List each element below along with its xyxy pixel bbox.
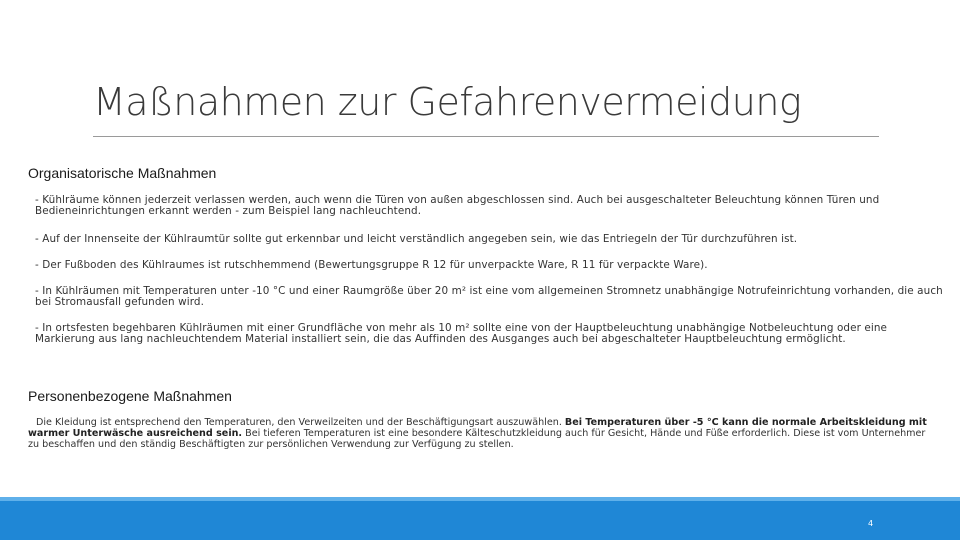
- paragraph-door-unlock: - Auf der Innenseite der Kühlraumtür sollte gut erkennbar und leicht verständlich angegeben sein, wie das Entriegeln der Tür durchzuführen ist.: [35, 233, 798, 245]
- paragraph-emergency-call: - In Kühlräumen mit Temperaturen unter -10 °C und einer Raumgröße über 20 m² ist eine vom allgemeinen Stromnetz unabhängige Notrufeinrichtung vorhanden, die auch bei Stromausfall gefunden wird.: [35, 285, 943, 308]
- section-heading-organisational: Organisatorische Maßnahmen: [28, 165, 217, 181]
- slide-title: Maßnahmen zur Gefahrenvermeidung: [93, 80, 802, 124]
- section-heading-personal: Personenbezogene Maßnahmen: [28, 388, 232, 404]
- footer-highlight-line: [0, 497, 960, 501]
- paragraph-clothing: [28, 417, 938, 450]
- footer-band: [0, 497, 960, 540]
- clothing-text-intro: Die Kleidung ist entsprechend den Temperaturen, den Verweilzeiten und der Beschäftigungsart auszuwählen.: [36, 417, 565, 428]
- clothing-text-rest: Bei tieferen Temperaturen ist eine besondere Kälteschutzkleidung auch für Gesicht, Hände und Füße erforderlich. Diese ist vom Unternehmer zu beschaffen und den ständig Beschäftigten zur persönlichen Verwendung zur Verfügung zu stellen.: [28, 428, 926, 450]
- title-underline: [93, 136, 879, 137]
- clothing-text-bold: Bei Temperaturen über -5 °C kann die normale Arbeitskleidung mit warmer Unterwäsche ausreichend sein.: [28, 417, 927, 439]
- paragraph-emergency-lighting: - In ortsfesten begehbaren Kühlräumen mit einer Grundfläche von mehr als 10 m² sollte eine von der Hauptbeleuchtung unabhängige Notbeleuchtung oder eine Markierung aus lang nachleuchtendem Material installiert sein, die das Auffinden des Ausganges auch bei abgeschalteter Hauptbeleuchtung ermöglicht.: [35, 322, 888, 345]
- paragraph-floor-slip: - Der Fußboden des Kühlraumes ist rutschhemmend (Bewertungsgruppe R 12 für unverpackte Ware, R 11 für verpackte Ware).: [35, 259, 708, 271]
- page-number: 4: [868, 519, 874, 528]
- paragraph-emergency-exit: - Kühlräume können jederzeit verlassen werden, auch wenn die Türen von außen abgeschlossen sind. Auch bei ausgeschalteter Beleuchtung können Türen und Bedieneinrichtungen erkannt werden - zum Beispiel lang nachleuchtend.: [35, 194, 880, 217]
